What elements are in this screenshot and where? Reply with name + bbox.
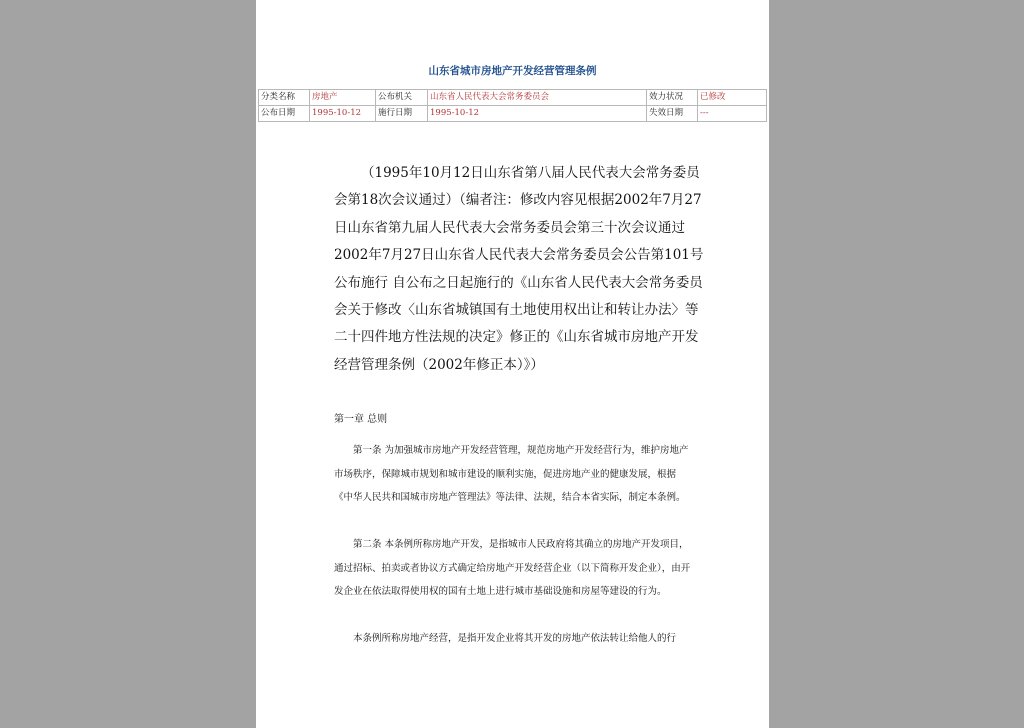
effective-date-value: 1995-10-12 bbox=[428, 106, 647, 122]
category-label: 分类名称 bbox=[259, 90, 310, 106]
article-paragraph: 第一条 为加强城市房地产开发经营管理，规范房地产开发经营行为，维护房地产市场秩序，保障城市规划和城市建设的顺利实施，促进房地产业的健康发展，根据《中华人民共和国城市房地产管理法》等法律、法规，结合本省实际，制定本条例。 bbox=[334, 445, 689, 503]
article-paragraph: 本条例所称房地产经营，是指开发企业将其开发的房地产依法转让给他人的行 bbox=[353, 633, 677, 644]
table-row bbox=[259, 106, 767, 122]
document-page bbox=[256, 0, 769, 728]
article-paragraph: 第二条 本条例所称房地产开发，是指城市人民政府将其确立的房地产开发项目，通过招标、拍卖或者协议方式确定给房地产开发经营企业（以下简称开发企业），由开发企业在依法取得使用权的国有土地上进行城市基础设施和房屋等建设的行为。 bbox=[334, 539, 691, 597]
status-value: 已修改 bbox=[698, 90, 767, 106]
category-value: 房地产 bbox=[310, 90, 376, 106]
expiry-date-value: --- bbox=[698, 106, 767, 122]
publish-date-value: 1995-10-12 bbox=[310, 106, 376, 122]
document-title: 山东省城市房地产开发经营管理条例 bbox=[428, 65, 597, 77]
preamble-text: （1995年10月12日山东省第八届人民代表大会常务委员会第18次会议通过）（编者注：修改内容见根据2002年7月27日山东省第九届人民代表大会常务委员会第三十次会议通过2002年7月27日山东省人民代表大会常务委员会公告第101号公布施行 自公布之日起施行的《山东省人民代表大会常务委员会关于修改〈山东省城镇国有土地使用权出让和转让办法〉等二十四件地方性法规的决定》修正的《山东省城市房地产开发经营管理条例（2002年修正本）》） bbox=[334, 165, 704, 373]
expiry-date-label: 失效日期 bbox=[647, 106, 698, 122]
issuer-label: 公布机关 bbox=[376, 90, 428, 106]
issuer-value: 山东省人民代表大会常务委员会 bbox=[428, 90, 647, 106]
table-row bbox=[259, 90, 767, 106]
chapter-heading: 第一章 总则 bbox=[334, 414, 388, 425]
publish-date-label: 公布日期 bbox=[259, 106, 310, 122]
status-label: 效力状况 bbox=[647, 90, 698, 106]
metadata-table bbox=[258, 89, 767, 122]
effective-date-label: 施行日期 bbox=[376, 106, 428, 122]
